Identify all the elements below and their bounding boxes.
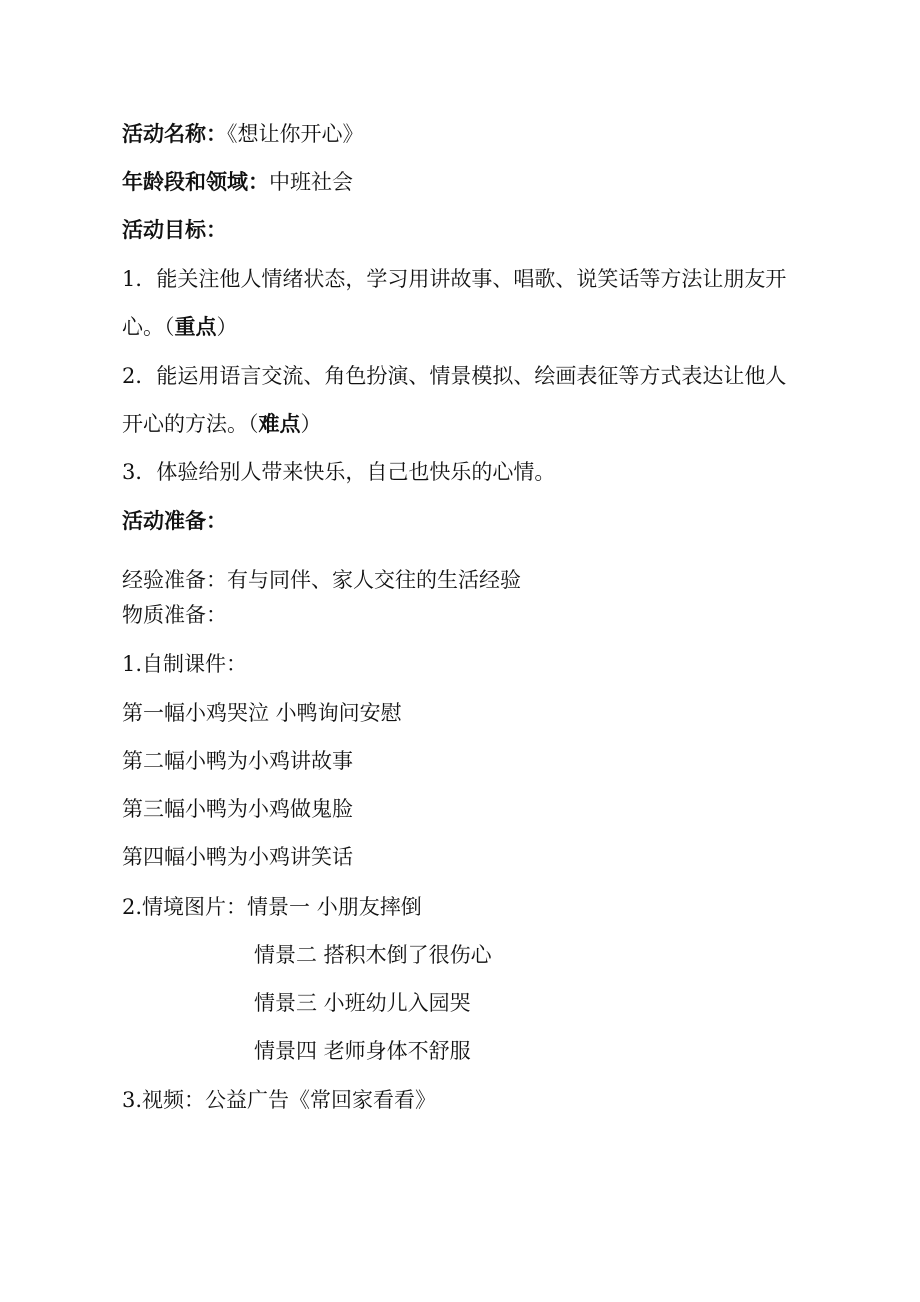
scene-1: 情景一 小朋友摔倒 (247, 895, 422, 919)
goal-3-line-1: 3．体验给别人带来快乐，自己也快乐的心情。 (122, 460, 556, 484)
scene-row-1 (122, 893, 422, 921)
material-prep: 物质准备： (122, 603, 227, 627)
goal-1-text: 心。 (122, 315, 164, 339)
goal-1-open-paren: （ (164, 315, 175, 339)
scene-title: 2.情境图片： (122, 895, 248, 919)
activity-name-value: 《想让你开心》 (227, 122, 364, 146)
goal-2-line-1: 2．能运用语言交流、角色扮演、情景模拟、绘画表征等方式表达让他人 (122, 364, 787, 388)
goal-1-line-1: 1．能关注他人情绪状态，学习用讲故事、唱歌、说笑话等方法让朋友开 (122, 267, 787, 291)
goal-2-text: 开心的方法。 (122, 412, 248, 436)
experience-prep: 经验准备：有与同伴、家人交往的生活经验 (122, 568, 521, 592)
age-field-line (122, 168, 353, 196)
goal-1-emphasis: 重点 (174, 314, 217, 339)
courseware-item-4: 第四幅小鸭为小鸡讲笑话 (122, 845, 353, 869)
goals-heading: 活动目标： (122, 217, 227, 242)
scene-4: 情景四 老师身体不舒服 (254, 1039, 471, 1063)
prep-heading: 活动准备： (122, 508, 227, 533)
age-field-value: 中班社会 (269, 170, 353, 194)
courseware-item-1: 第一幅小鸡哭泣 小鸭询问安慰 (122, 701, 402, 725)
goal-2-close-paren: ） (300, 412, 322, 436)
activity-name-label: 活动名称： (122, 121, 227, 146)
goal-1-close-paren: ） (216, 315, 238, 339)
scene-2: 情景二 搭积木倒了很伤心 (254, 943, 492, 967)
goal-1-line-2 (122, 313, 238, 341)
courseware-item-3: 第三幅小鸭为小鸡做鬼脸 (122, 797, 353, 821)
courseware-item-2: 第二幅小鸭为小鸡讲故事 (122, 749, 353, 773)
video-line: 3.视频：公益广告《常回家看看》 (122, 1088, 437, 1112)
activity-name-line (122, 120, 364, 148)
courseware-title: 1.自制课件： (122, 652, 248, 676)
goal-2-line-2 (122, 410, 322, 438)
scene-3: 情景三 小班幼儿入园哭 (254, 991, 471, 1015)
age-field-label: 年龄段和领域： (122, 169, 269, 194)
goal-2-open-paren: （ (248, 412, 259, 436)
goal-2-emphasis: 难点 (258, 411, 301, 436)
